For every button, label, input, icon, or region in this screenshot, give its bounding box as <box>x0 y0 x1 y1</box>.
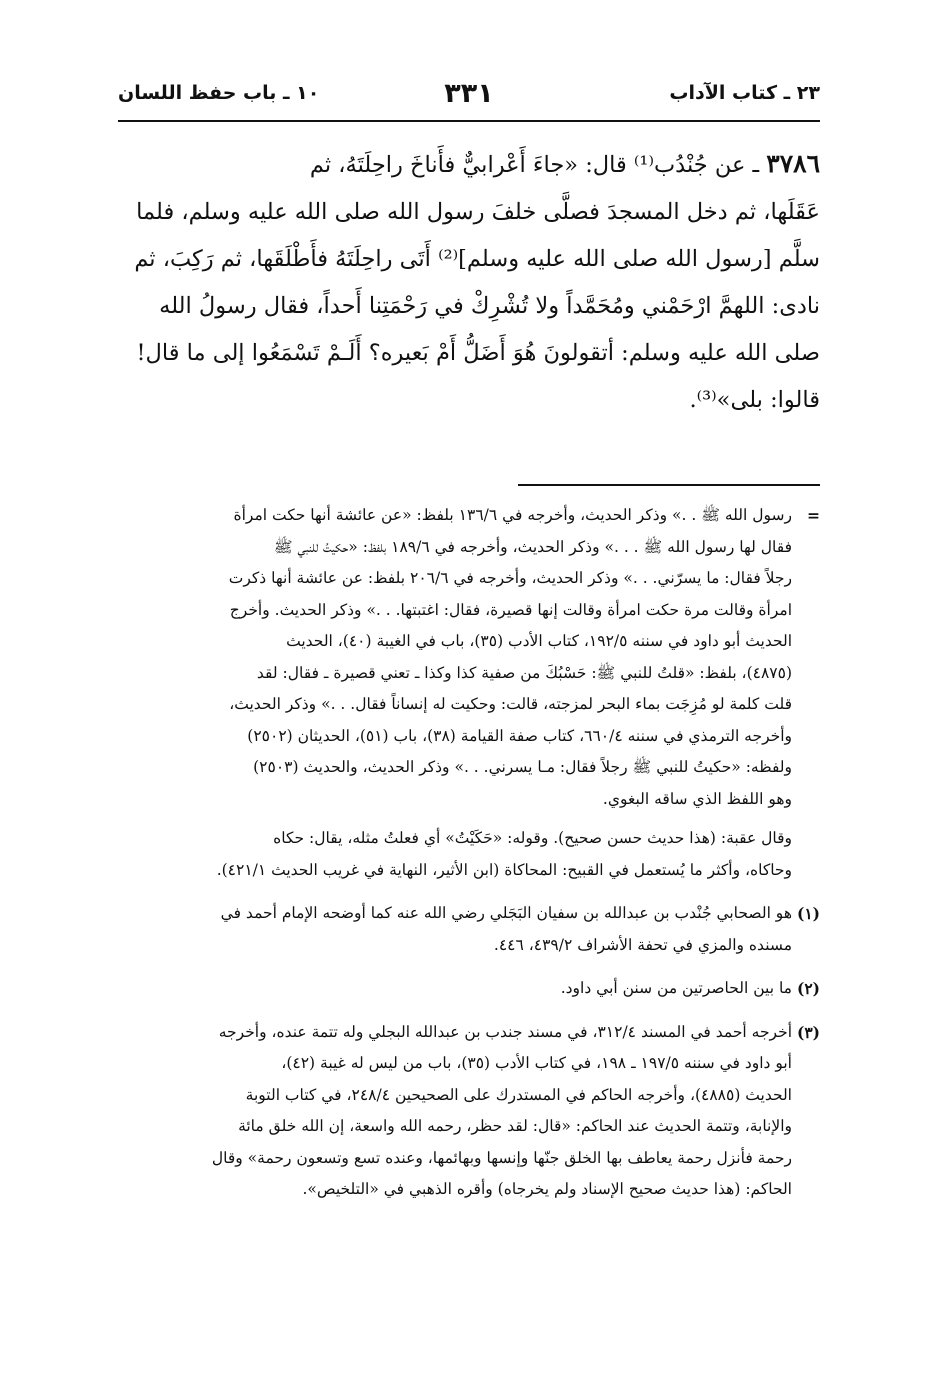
hadith-line: نادى: اللهمَّ ارْحَمْني ومُحَمَّداً ولا تُشْرِكْ في رَحْمَتِنا أَحداً، فقال رسولُ الله <box>159 293 820 319</box>
spacer <box>118 815 820 823</box>
footnote-line: ما بين الحاصرتين من سنن أبي داود. <box>560 979 792 997</box>
hadith-line: صلى الله عليه وسلم: أتقولونَ هُوَ أَضَلُّ أَمْ بَعيره؟ أَلَـمْ تَسْمَعُوا إلى ما قال! <box>136 340 820 366</box>
footnote-line: الحاكم: (هذا حديث صحيح الإسناد ولم يخرجاه) وأقره الذهبي في «التلخيص». <box>302 1180 792 1198</box>
footnote-text <box>118 973 792 1005</box>
footnote-line: الحديث (٤٨٨٥)، وأخرجه الحاكم في المستدرك على الصحيحين ٢٤٨/٤، في كتاب التوبة <box>245 1085 792 1104</box>
book-page <box>118 78 820 1206</box>
header-book-title: ٢٣ ـ كتاب الآداب <box>669 82 820 104</box>
footnote-1 <box>118 898 820 961</box>
running-header <box>118 78 820 122</box>
footnote-continuation-text <box>118 500 792 815</box>
footnote-line: فقال لها رسول الله ﷺ . . .» وذكر الحديث، وأخرجه في ١٨٩/٦ بلفظ: «حكيتُ للنبي ﷺ <box>273 537 792 556</box>
footnote-line: رجلاً فقال: ما يسرّني. . .» وذكر الحديث، وأخرجه في ٢٠٦/٦ بلفظ: عن عائشة أنها ذكرت <box>228 569 792 587</box>
footnote-line: والإنابة، وتتمة الحديث عند الحاكم: «قال: لقد حظر، رحمه الله واسعة، إن الله خلق مائة <box>238 1117 792 1135</box>
footnote-line: قلت كلمة لو مُزِجَت بماء البحر لمزجته، قالت: وحكيت له إنساناً فقال. . .» وذكر الحديث، <box>229 695 792 713</box>
footnote-line: هو الصحابي جُنْدب بن عبدالله بن سفيان البَجَلي رضي الله عنه كما أوضحه الإمام أحمد في <box>220 904 792 922</box>
footnote-continuation-paragraph <box>118 823 792 886</box>
footnote-line: أخرجه أحمد في المسند ٣١٢/٤، في مسند جندب بن عبدالله البجلي وله تتمة عنده، وأخرجه <box>218 1022 792 1041</box>
footnote-line: أبو داود في سننه ١٩٧/٥ ـ ١٩٨، في كتاب الأدب (٣٥)، باب من ليس له غيبة (٤٢)، <box>281 1054 792 1072</box>
footnote-marker: (٢) <box>796 979 820 998</box>
footnote-line: وهو اللفظ الذي ساقه البغوي. <box>602 789 792 808</box>
spacer <box>118 1005 820 1017</box>
footnote-2 <box>118 973 820 1005</box>
spacer <box>118 961 820 973</box>
footnote-line: الحديث أبو داود في سننه ١٩٢/٥، كتاب الأدب (٣٥)، باب في الغيبة (٤٠)، الحديث <box>286 632 792 650</box>
footnote-line: امرأة وقالت مرة حكت امرأة وقالت إنها قصيرة، فقال: اغتبتها. . .» وذكر الحديث. وأخرج <box>229 600 792 619</box>
footnote-separator <box>518 484 820 486</box>
footnote-line: وأخرجه الترمذي في سننه ٦٦٠/٤، كتاب صفة القيامة (٣٨)، باب (٥١)، الحديثان (٢٥٠٢) <box>247 726 792 745</box>
footnote-line: رحمة فأنزل رحمة يعاطف بها الخلق جنّها وإنسها وبهائمها، وعنده تسع وتسعون رحمة» وقال <box>211 1148 792 1167</box>
header-chapter-title: ١٠ ـ باب حفظ اللسان <box>118 82 320 104</box>
footnote-marker: (١) <box>796 904 820 923</box>
footnote-line: وحاكاه، وأكثر ما يُستعمل في القبيح: المحاكاة (ابن الأثير، النهاية في غريب الحديث ٤٢١/١). <box>216 860 792 879</box>
footnote-text <box>118 898 792 961</box>
hadith-number: ٣٧٨٦ <box>766 149 820 178</box>
continuation-marker: = <box>807 506 820 525</box>
footnote-line: رسول الله ﷺ . .» وذكر الحديث، وأخرجه في ١٣٦/٦ بلفظ: «عن عائشة أنها حكت امرأة <box>233 506 792 524</box>
hadith-line <box>118 140 820 189</box>
page-number: ٣٣١ <box>444 78 494 109</box>
spacer <box>118 886 820 898</box>
footnote-3 <box>118 1017 820 1206</box>
footnote-text <box>118 1017 792 1206</box>
footnote-continuation <box>118 500 820 815</box>
footnote-line: (٤٨٧٥)، بلفظ: «قلتُ للنبي ﷺ: حَسْبُكَ من صفية كذا وكذا ـ تعني قصيرة ـ فقال: لقد <box>256 663 792 682</box>
footnote-marker: (٣) <box>796 1022 820 1042</box>
footnote-line: مسنده والمزي في تحفة الأشراف ٤٣٩/٢، ٤٤٦. <box>493 935 792 954</box>
hadith-line-text: ـ عن جُنْدُب⁽¹⁾ قال: «جاءَ أَعْرابيٌّ فأَناخَ راحِلَتَهُ، ثم <box>309 152 760 178</box>
footnotes <box>118 500 820 1206</box>
hadith-line: قالوا: بلى»⁽³⁾. <box>689 387 820 413</box>
footnote-line: وقال عقبة: (هذا حديث حسن صحيح). وقوله: «حَكَيْتُ» أي فعلتُ مثله، يقال: حكاه <box>273 829 792 847</box>
hadith-line: عَقَلَها، ثم دخل المسجدَ فصلَّى خلفَ رسول الله صلى الله عليه وسلم، فلما <box>136 199 820 225</box>
hadith-text <box>118 140 820 424</box>
footnote-line: ولفظه: «حكيتُ للنبي ﷺ رجلاً فقال: مـا يسرني. . .» وذكر الحديث، والحديث (٢٥٠٣) <box>253 758 792 776</box>
hadith-line: سلَّم [رسول الله صلى الله عليه وسلم]⁽²⁾ أَتَى راحِلَتَهُ فأَطْلَقَها، ثم رَكِبَ، ثم <box>134 246 820 272</box>
